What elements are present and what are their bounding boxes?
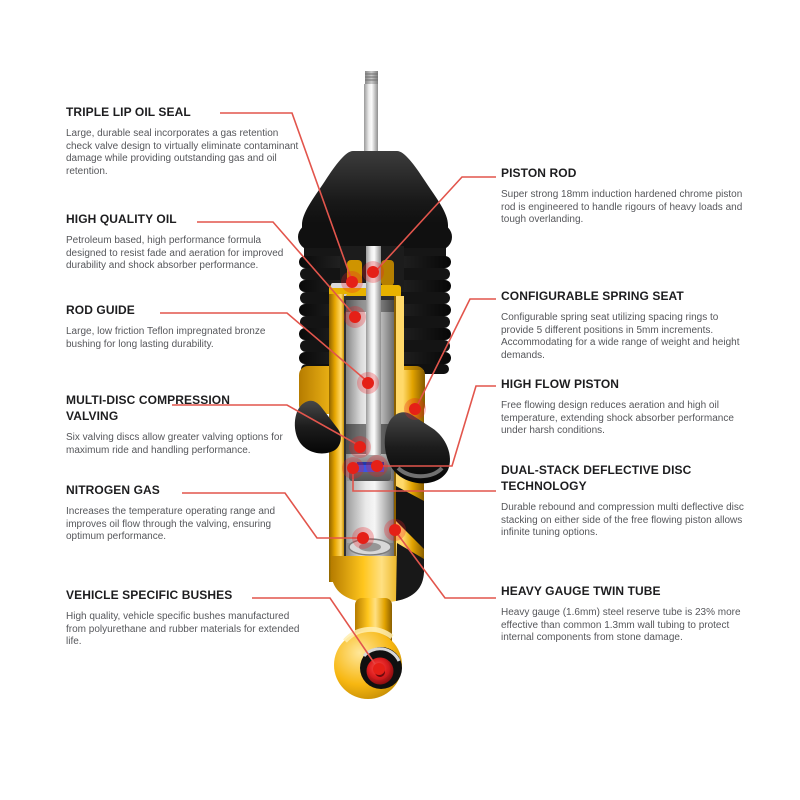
marker-nitrogen: [352, 527, 374, 549]
label-body: Increases the temperature operating range and improves oil flow through the valving, ensuring optimum performance.: [66, 506, 276, 543]
label-vehicle-specific-bushes: [66, 587, 302, 649]
marker-oil-seal: [341, 271, 363, 293]
marker-spring-seat: [404, 398, 426, 420]
label-title: PISTON ROD: [501, 166, 577, 180]
label-title: NITROGEN GAS: [66, 483, 160, 497]
label-body: Super strong 18mm induction hardened chrome piston rod is engineered to handle rigours of heavy loads and tough overlanding.: [501, 189, 743, 226]
label-title: ROD GUIDE: [66, 303, 135, 317]
label-configurable-spring-seat: [501, 288, 753, 362]
label-triple-lip-oil-seal: [66, 104, 302, 178]
marker-rod-guide: [357, 372, 379, 394]
label-body: Heavy gauge (1.6mm) steel reserve tube is 23% more effective than common 1.3mm wall tubing to protect internal components from stone damage.: [501, 607, 741, 644]
label-multi-disc-valving: [66, 392, 302, 457]
label-title: DUAL-STACK DEFLECTIVE DISC TECHNOLOGY: [501, 463, 692, 493]
label-piston-rod: [501, 165, 753, 227]
label-title: HIGH FLOW PISTON: [501, 377, 620, 391]
marker-bushes: [368, 658, 390, 680]
marker-oil: [344, 306, 366, 328]
marker-multi-disc: [349, 436, 371, 458]
marker-piston-rod: [362, 261, 384, 283]
marker-dual-stack: [342, 457, 364, 479]
label-body: Large, low friction Teflon impregnated bronze bushing for long lasting durability.: [66, 326, 266, 350]
marker-high-flow: [366, 455, 388, 477]
label-title: MULTI-DISC COMPRESSION VALVING: [66, 393, 230, 423]
piston-rod-top: [364, 71, 378, 154]
label-title: CONFIGURABLE SPRING SEAT: [501, 289, 684, 303]
label-title: VEHICLE SPECIFIC BUSHES: [66, 588, 233, 602]
label-body: Free flowing design reduces aeration and high oil temperature, extending shock absorber performance under harsh conditions.: [501, 400, 734, 437]
label-title: HIGH QUALITY OIL: [66, 212, 177, 226]
label-high-quality-oil: [66, 211, 302, 273]
label-heavy-gauge-twin-tube: [501, 583, 753, 645]
label-body: Durable rebound and compression multi deflective disc stacking on either side of the free flowing piston allows infinite tuning options.: [501, 502, 744, 539]
label-nitrogen-gas: [66, 482, 302, 544]
label-dual-stack-disc: [501, 462, 753, 540]
label-title: HEAVY GAUGE TWIN TUBE: [501, 584, 661, 598]
label-rod-guide: [66, 302, 302, 351]
label-title: TRIPLE LIP OIL SEAL: [66, 105, 191, 119]
label-body: Configurable spring seat utilizing spacing rings to provide 5 different positions in 5mm increments. Accommodating for a wide range of weight and height demands.: [501, 312, 740, 361]
label-body: Six valving discs allow greater valving options for maximum ride and handling performance.: [66, 432, 283, 456]
label-body: Petroleum based, high performance formula designed to resist fade and aeration for improved durability and shock absorber performance.: [66, 235, 284, 272]
label-high-flow-piston: [501, 376, 753, 438]
label-body: High quality, vehicle specific bushes manufactured from polyurethane and rubber materials for extended life.: [66, 611, 300, 648]
top-mount-boot: [298, 151, 452, 258]
label-body: Large, durable seal incorporates a gas retention check valve design to virtually eliminate contaminant damage while providing outstanding gas and oil retention.: [66, 128, 299, 177]
marker-twin-tube: [384, 519, 406, 541]
